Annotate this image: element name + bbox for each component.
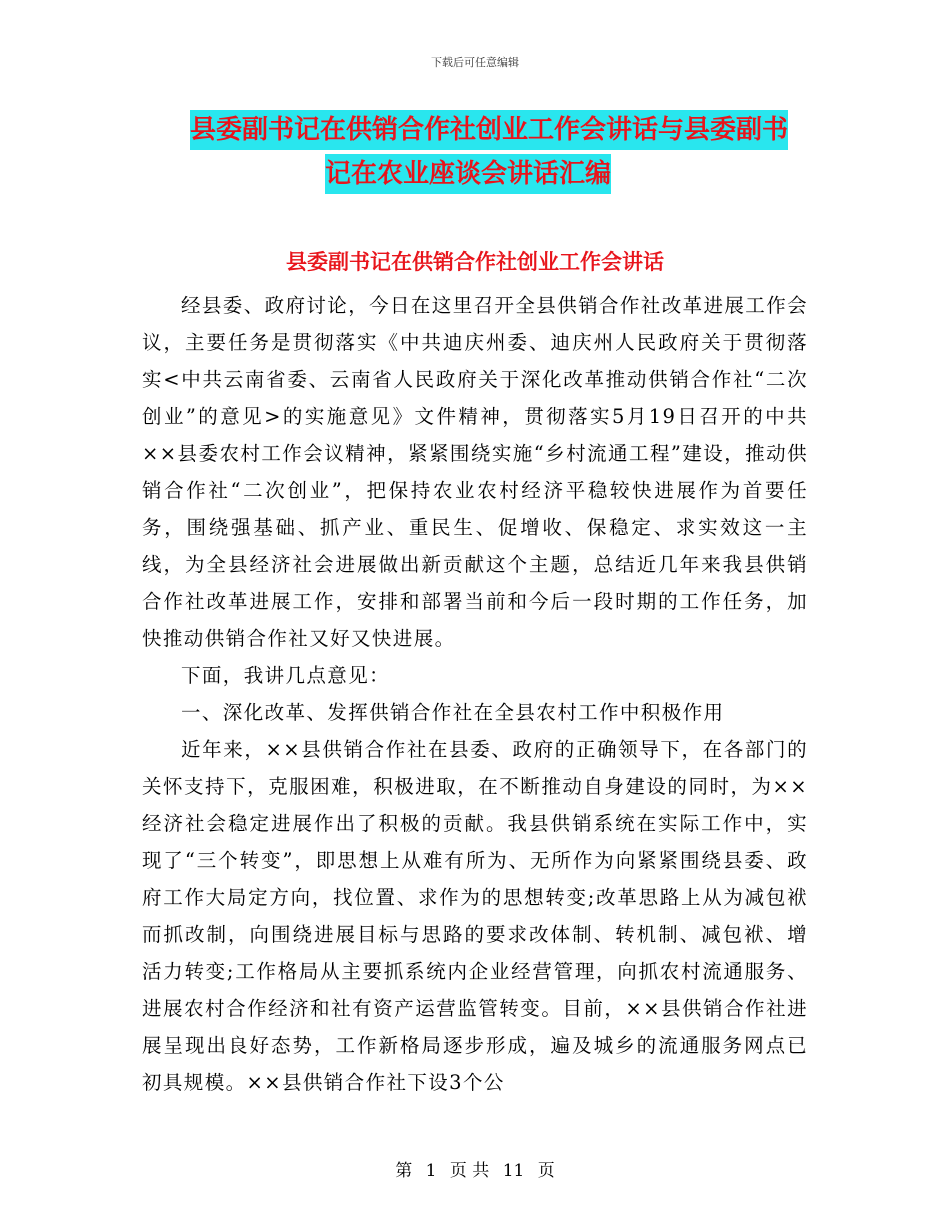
- paragraph: 经县委、政府讨论，今日在这里召开全县供销合作社改革进展工作会议，主要任务是贯彻落实《中共迪庆州委、迪庆州人民政府关于贯彻落实<中共云南省委、云南省人民政府关于深化改革推动供销合作社“二次创业”的意见>的实施意见》文件精神，贯彻落实5月19日召开的中共××县委农村工作会议精神，紧紧围绕实施“乡村流通工程”建设，推动供销合作社“二次创业”，把保持农业农村经济平稳较快进展作为首要任务，围绕强基础、抓产业、重民生、促增收、保稳定、求实效这一主线，为全县经济社会进展做出新贡献这个主题，总结近几年来我县供销合作社改革进展工作，安排和部署当前和今后一段时期的工作任务，加快推动供销合作社又好又快进展。: [142, 294, 809, 650]
- paragraph: 近年来，××县供销合作社在县委、政府的正确领导下，在各部门的关怀支持下，克服困难，积极进取，在不断推动自身建设的同时，为××经济社会稳定进展作出了积极的贡献。我县供销系统在实际工作中，实现了“三个转变”，即思想上从难有所为、无所作为向紧紧围绕县委、政府工作大局定方向，找位置、求作为的思想转变;改革思路上从为减包袱而抓改制，向围绕进展目标与思路的要求改体制、转机制、减包袱、增活力转变;工作格局从主要抓系统内企业经营管理，向抓农村流通服务、进展农村合作经济和社有资产运营监管转变。目前，××县供销合作社进展呈现出良好态势，工作新格局逐步形成，遍及城乡的流通服务网点已初具规模。××县供销合作社下设3个公: [142, 738, 808, 1094]
- page-number: 1: [425, 1161, 437, 1181]
- page-prefix: 第: [395, 1161, 413, 1181]
- page-mid: 页 共: [449, 1161, 490, 1181]
- header-note: 下载后可任意编辑: [431, 56, 519, 69]
- page-suffix: 页: [537, 1161, 555, 1181]
- paragraph-heading: 一、深化改革、发挥供销合作社在全县农村工作中积极作用: [181, 701, 725, 724]
- page-footer: [0, 1156, 950, 1181]
- page-total: 11: [502, 1161, 525, 1181]
- document-title-line-1: 县委副书记在供销合作社创业工作会讲话与县委副书: [190, 110, 788, 150]
- document-body: [142, 287, 808, 1101]
- section-title: 县委副书记在供销合作社创业工作会讲话: [286, 250, 664, 274]
- document-title-line-2: 记在农业座谈会讲话汇编: [325, 154, 611, 194]
- paragraph: 下面，我讲几点意见：: [181, 664, 391, 687]
